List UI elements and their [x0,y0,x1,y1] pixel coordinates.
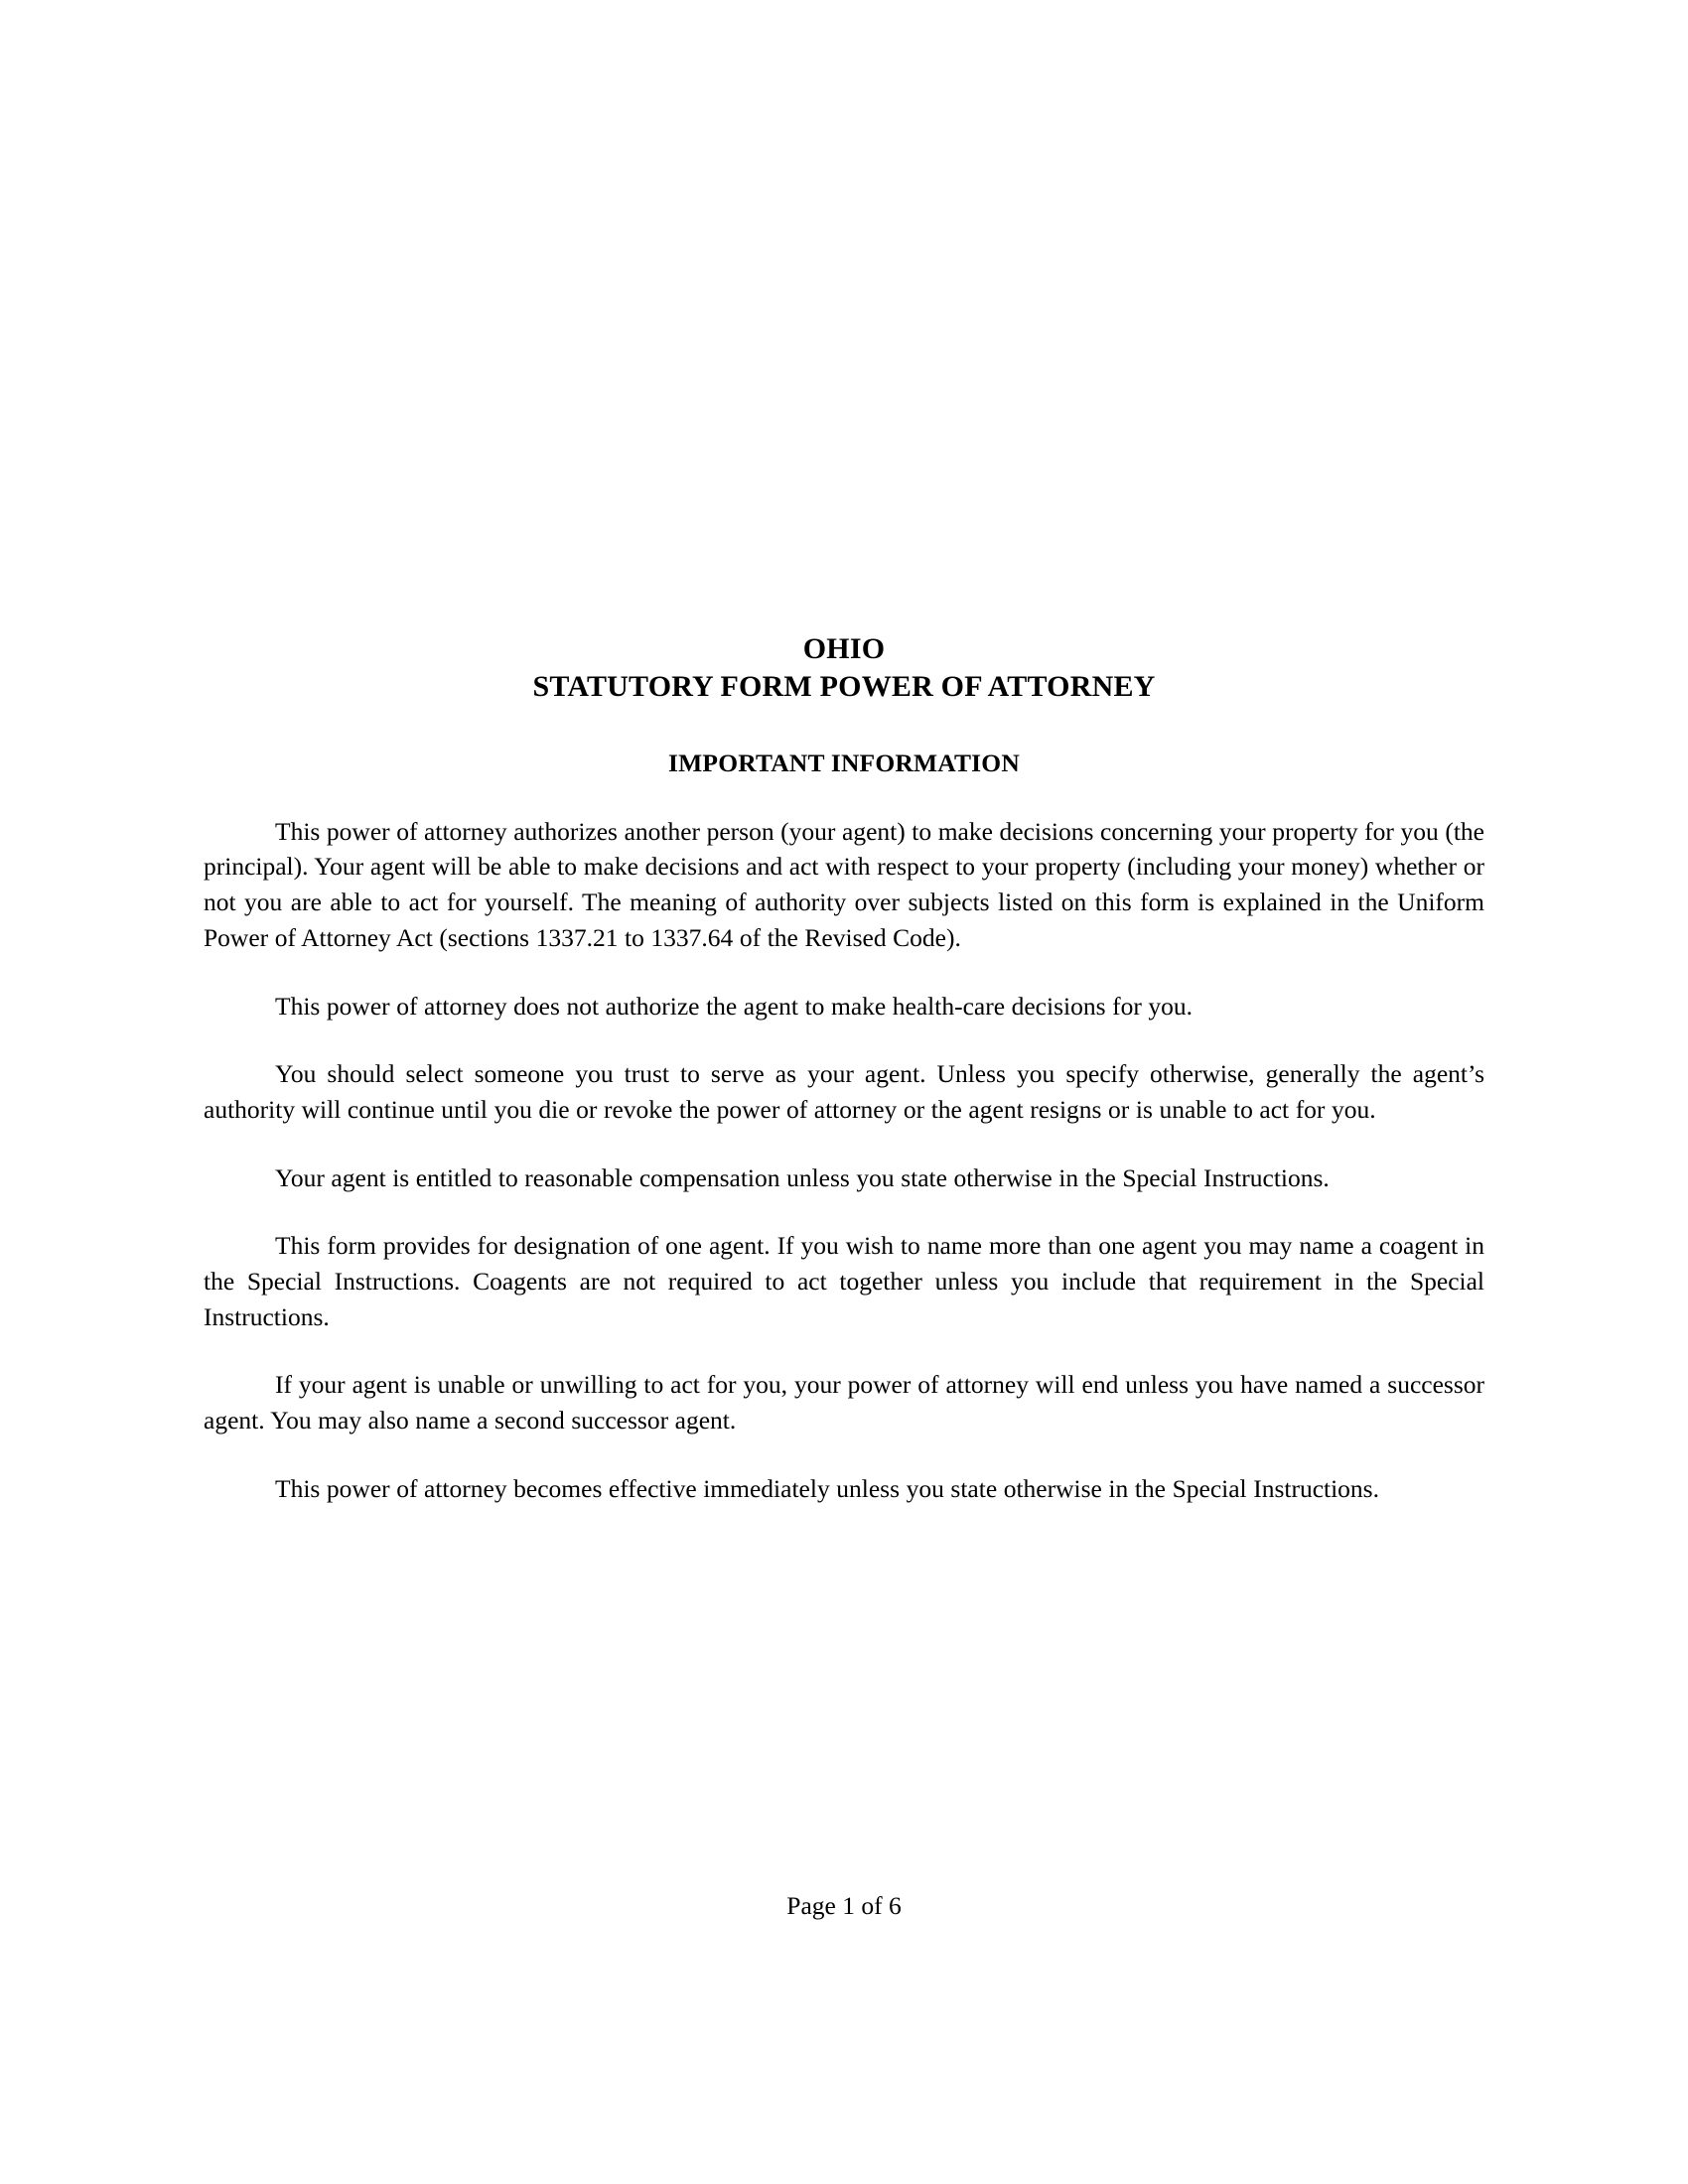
section-heading-important-information: IMPORTANT INFORMATION [668,748,1020,777]
page-title [204,630,1484,707]
title-line-state: OHIO [802,632,886,665]
paragraph-compensation: Your agent is entitled to reasonable compensation unless you state otherwise in the Special Instructions. [275,1162,1330,1192]
title-line-form-name: STATUTORY FORM POWER OF ATTORNEY [532,670,1156,704]
paragraph-health-care-exclusion: This power of attorney does not authorize the agent to make health-care decisions for you. [275,991,1194,1021]
document-body [204,630,1484,1532]
page-footer: Page 1 of 6 [786,1891,902,1920]
paragraph-effective-date: This power of attorney becomes effective immediately unless you state otherwise in the Special Instructions. [275,1473,1379,1503]
paragraph-authorization: This power of attorney authorizes another person (your agent) to make decisions concerning your property for you (the principal). Your agent will be able to make decisions and act with respect to your property (including your money) whether or not you are able to act for yourself. The meaning of authority over subjects listed on this form is explained in the Uniform Power of Attorney Act (sections 1337.21 to 1337.64 of the Revised Code). [204,816,1484,952]
paragraph-successor-agent: If your agent is unable or unwilling to act for you, your power of attorney will end unless you have named a successor agent. You may also name a second successor agent. [204,1370,1484,1435]
paragraph-select-agent: You should select someone you trust to serve as your agent. Unless you specify otherwise, generally the agent’s authority will continue until you die or revoke the power of attorney or the agent resigns or is unable to act for you. [204,1059,1484,1124]
paragraph-coagent: This form provides for designation of one agent. If you wish to name more than one agent you may name a coagent in the Special Instructions. Coagents are not required to act together unless you include that requirement in the Special Instructions. [204,1231,1484,1331]
